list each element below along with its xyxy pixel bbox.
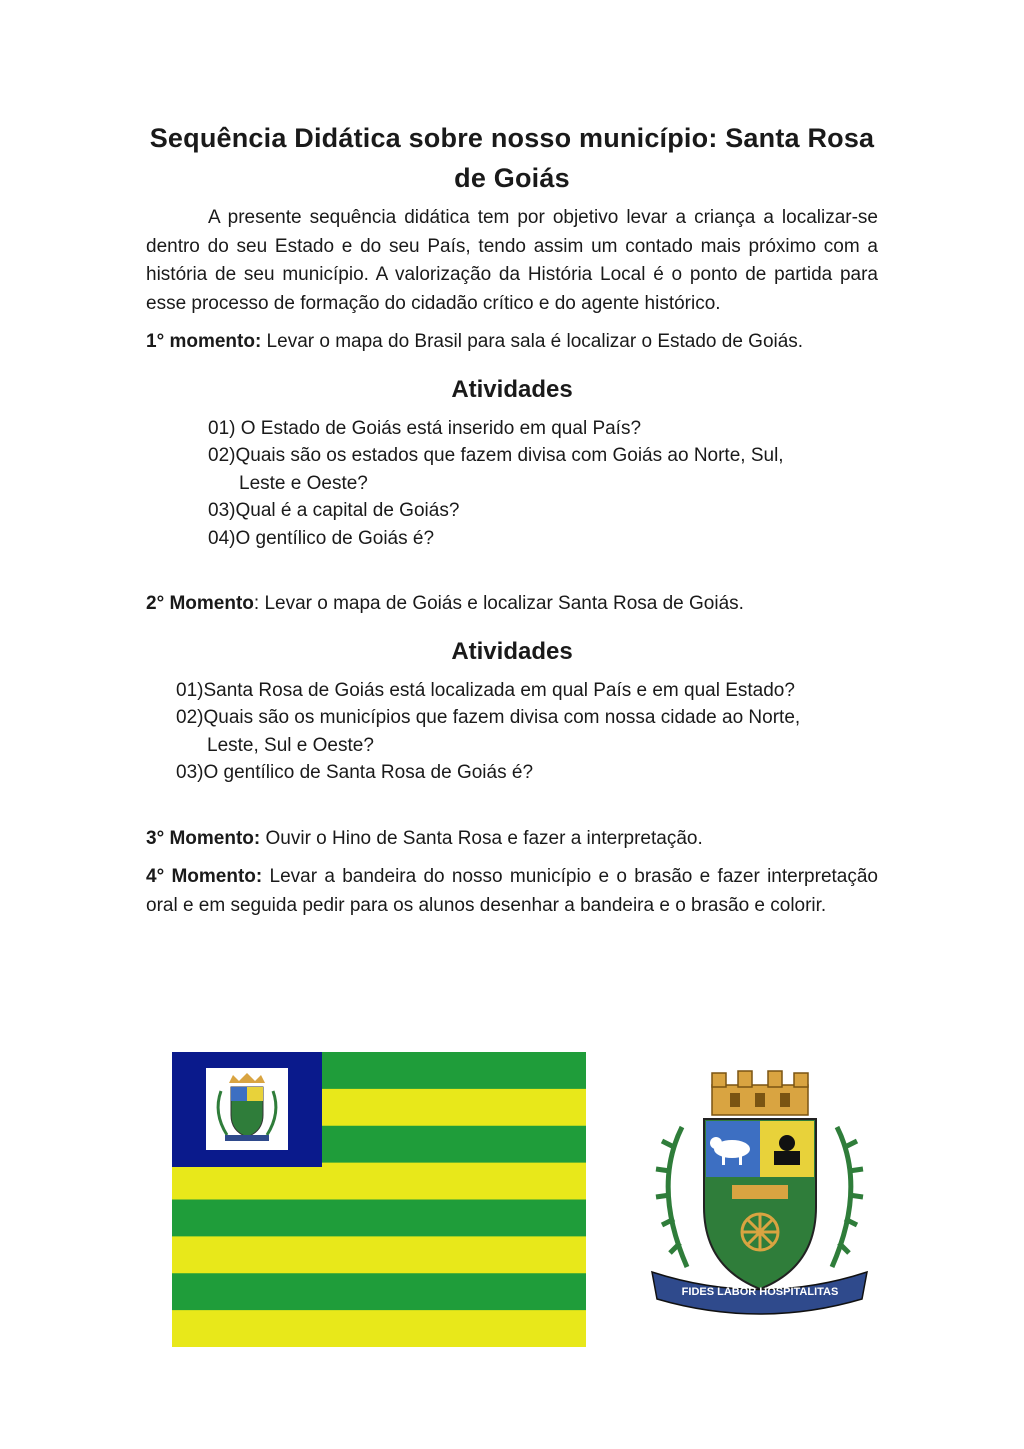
moment-2-text: : Levar o mapa de Goiás e localizar Santa Rosa de Goiás.	[253, 593, 744, 614]
list-item	[208, 525, 848, 553]
item-text-continued: Leste e Oeste?	[239, 472, 368, 494]
item-text: Santa Rosa de Goiás está localizada em qual País e em qual Estado?	[203, 679, 795, 701]
item-number: 01)	[208, 417, 236, 439]
images-row	[172, 1052, 892, 1352]
flag-stripe	[172, 1310, 586, 1347]
activities-1-list	[208, 415, 848, 553]
item-number: 03)	[176, 762, 204, 783]
moment-2	[146, 590, 878, 619]
moment-3-text: Ouvir o Hino de Santa Rosa e fazer a interpretação.	[260, 827, 703, 849]
activities-2-list	[176, 677, 878, 787]
moment-4	[146, 863, 878, 920]
municipal-flag-image	[172, 1052, 586, 1347]
item-text: Quais são os municípios que fazem divisa com nossa cidade ao Norte,	[203, 707, 801, 728]
moment-1	[146, 328, 878, 357]
crest-gold-band	[732, 1185, 788, 1199]
item-text: O gentílico de Santa Rosa de Goiás é?	[203, 762, 534, 783]
item-text: O gentílico de Goiás é?	[235, 527, 435, 549]
crest-left-branch-icon	[656, 1127, 687, 1267]
item-text: O Estado de Goiás está inserido em qual País?	[235, 417, 642, 439]
item-text: Qual é a capital de Goiás?	[235, 500, 460, 521]
activities-1-heading: Atividades	[451, 375, 573, 403]
activities-2-heading: Atividades	[451, 637, 573, 665]
flag-stripe	[172, 1163, 586, 1200]
list-item	[208, 442, 848, 497]
list-item	[176, 759, 878, 787]
title-line-2: de Goiás	[454, 163, 570, 193]
municipal-coat-of-arms-image	[642, 1067, 877, 1322]
list-item	[208, 415, 848, 443]
item-number: 01)	[176, 679, 204, 701]
crest-motto: FIDES LABOR HOSPITALITAS	[681, 1286, 839, 1298]
moment-4-label: 4° Momento:	[146, 866, 263, 887]
moment-1-text: Levar o mapa do Brasil para sala é localizar o Estado de Goiás.	[261, 331, 804, 352]
list-item	[176, 704, 878, 759]
crest-wheel-icon	[742, 1214, 778, 1250]
moment-3	[146, 825, 878, 854]
flag-stripe	[172, 1236, 586, 1273]
flag-stripe	[172, 1273, 586, 1310]
crest-right-branch-icon	[832, 1127, 863, 1267]
moment-1-label: 1° momento:	[146, 331, 262, 352]
title-line-1: Sequência Didática sobre nosso município: Santa Rosa	[149, 123, 875, 153]
document-page	[146, 0, 878, 920]
item-text-continued: Leste, Sul e Oeste?	[207, 734, 374, 756]
moment-2-label: 2° Momento	[146, 593, 254, 614]
crest-mural-crown-icon	[712, 1071, 808, 1115]
item-number: 02)	[208, 445, 236, 466]
flag-stripe	[172, 1200, 586, 1237]
moment-4-text: Levar a bandeira do nosso município e o brasão e fazer interpretação oral e em seguida pedir para os alunos desenhar a bandeira e o brasão e colorir.	[146, 866, 878, 916]
item-number: 03)	[208, 500, 236, 521]
list-item	[176, 677, 878, 705]
item-number: 02)	[176, 707, 204, 728]
moment-3-label: 3° Momento:	[146, 827, 261, 849]
document-title	[146, 118, 878, 198]
item-text: Quais são os estados que fazem divisa com Goiás ao Norte, Sul,	[235, 445, 784, 466]
intro-paragraph: A presente sequência didática tem por objetivo levar a criança a localizar-se dentro do seu Estado e do seu País, tendo assim um contado mais próximo com a história de seu município. A valorização da História Local é o ponto de partida para esse processo de formação do cidadão crítico e do agente histórico.	[146, 207, 878, 314]
list-item	[208, 497, 848, 525]
item-number: 04)	[208, 527, 236, 549]
